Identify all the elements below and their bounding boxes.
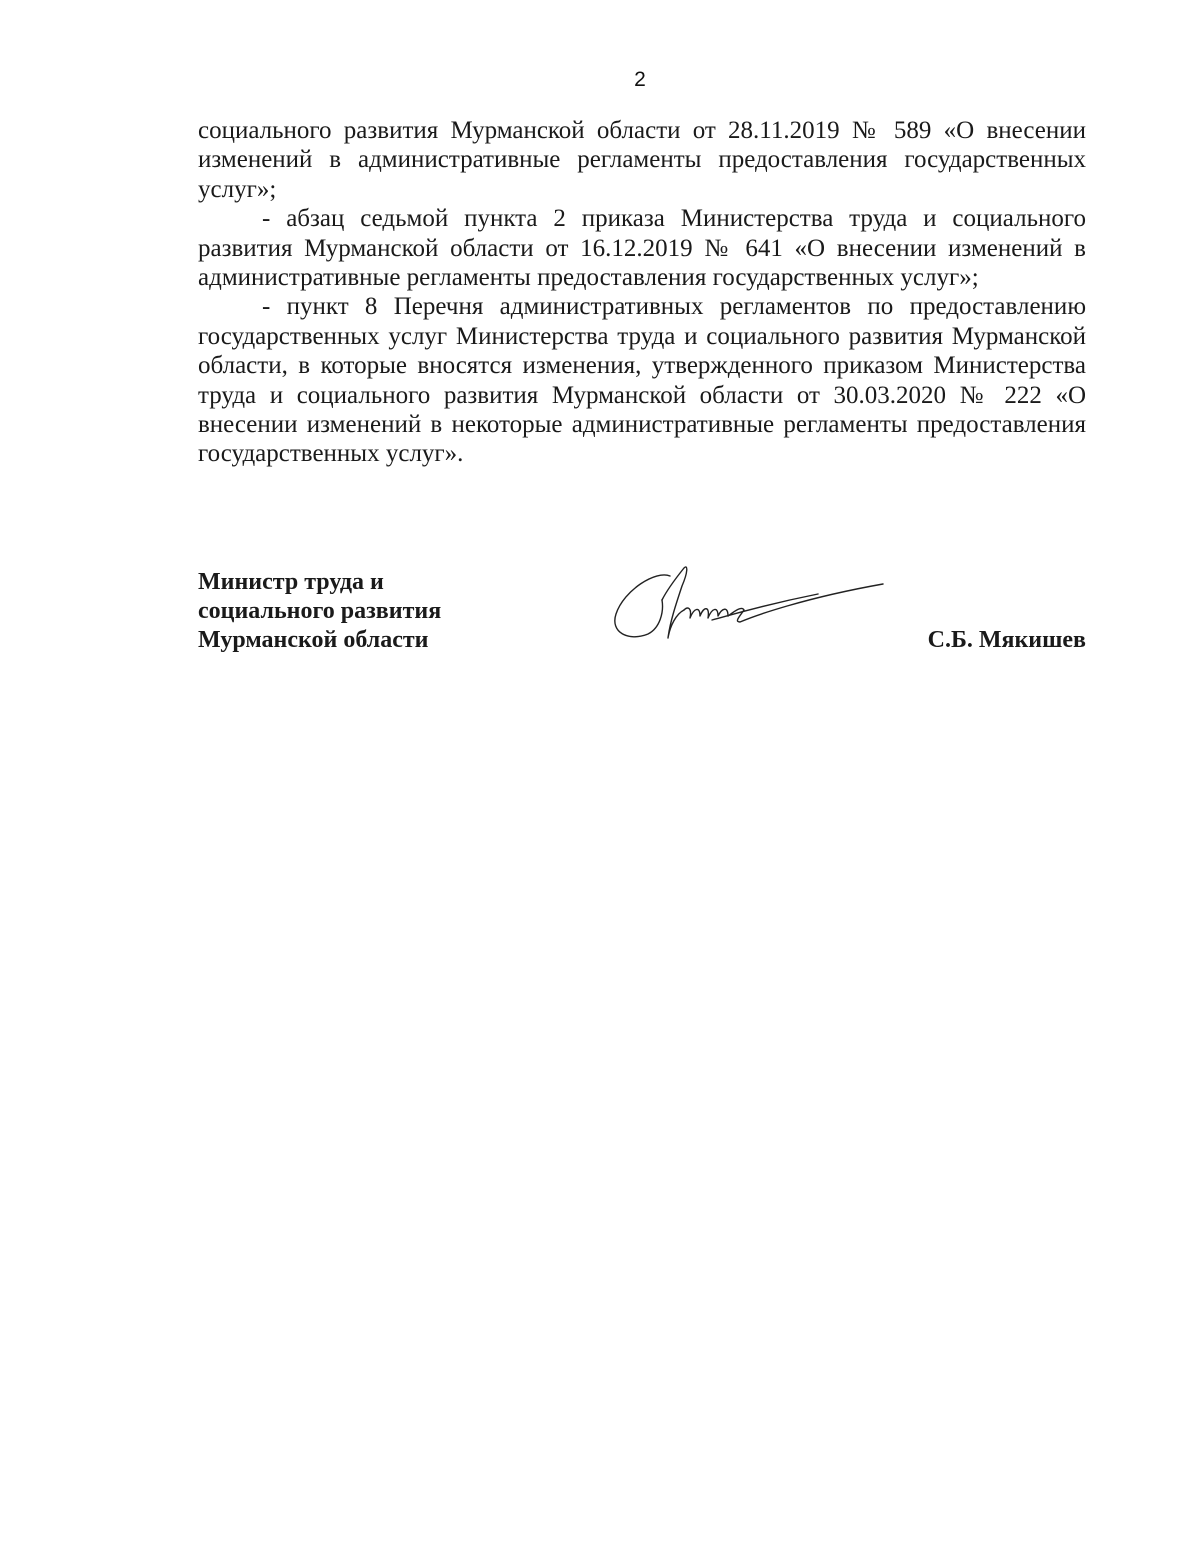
signature-block xyxy=(198,568,1086,668)
position-line: Мурманской области xyxy=(198,627,429,653)
page-number: 2 xyxy=(634,68,646,91)
signer-position xyxy=(198,568,488,655)
list-item-paragraph: - пункт 8 Перечня административных регламентов по предоставлению государственных услуг Министерства труда и социального развития Мурманской области, в которые вносятся изменения, утвержденного приказом Министерства труда и социального развития Мурманской области от 30.03.2020 № 222 «О внесении изменений в некоторые административные регламенты предоставления государственных услуг». xyxy=(198,293,1086,468)
handwritten-signature-image xyxy=(608,556,888,656)
signer-name: С.Б. Мякишев xyxy=(927,627,1086,653)
position-line: Министр труда и xyxy=(198,569,384,595)
document-body xyxy=(198,116,1086,469)
position-line: социального развития xyxy=(198,598,442,624)
paragraph-continuation: социального развития Мурманской области от 28.11.2019 № 589 «О внесении изменений в административные регламенты предоставления государственных услуг»; xyxy=(198,117,1086,203)
list-item-paragraph: - абзац седьмой пункта 2 приказа Министерства труда и социального развития Мурманской области от 16.12.2019 № 641 «О внесении изменений в административные регламенты предоставления государственных услуг»; xyxy=(198,205,1086,292)
